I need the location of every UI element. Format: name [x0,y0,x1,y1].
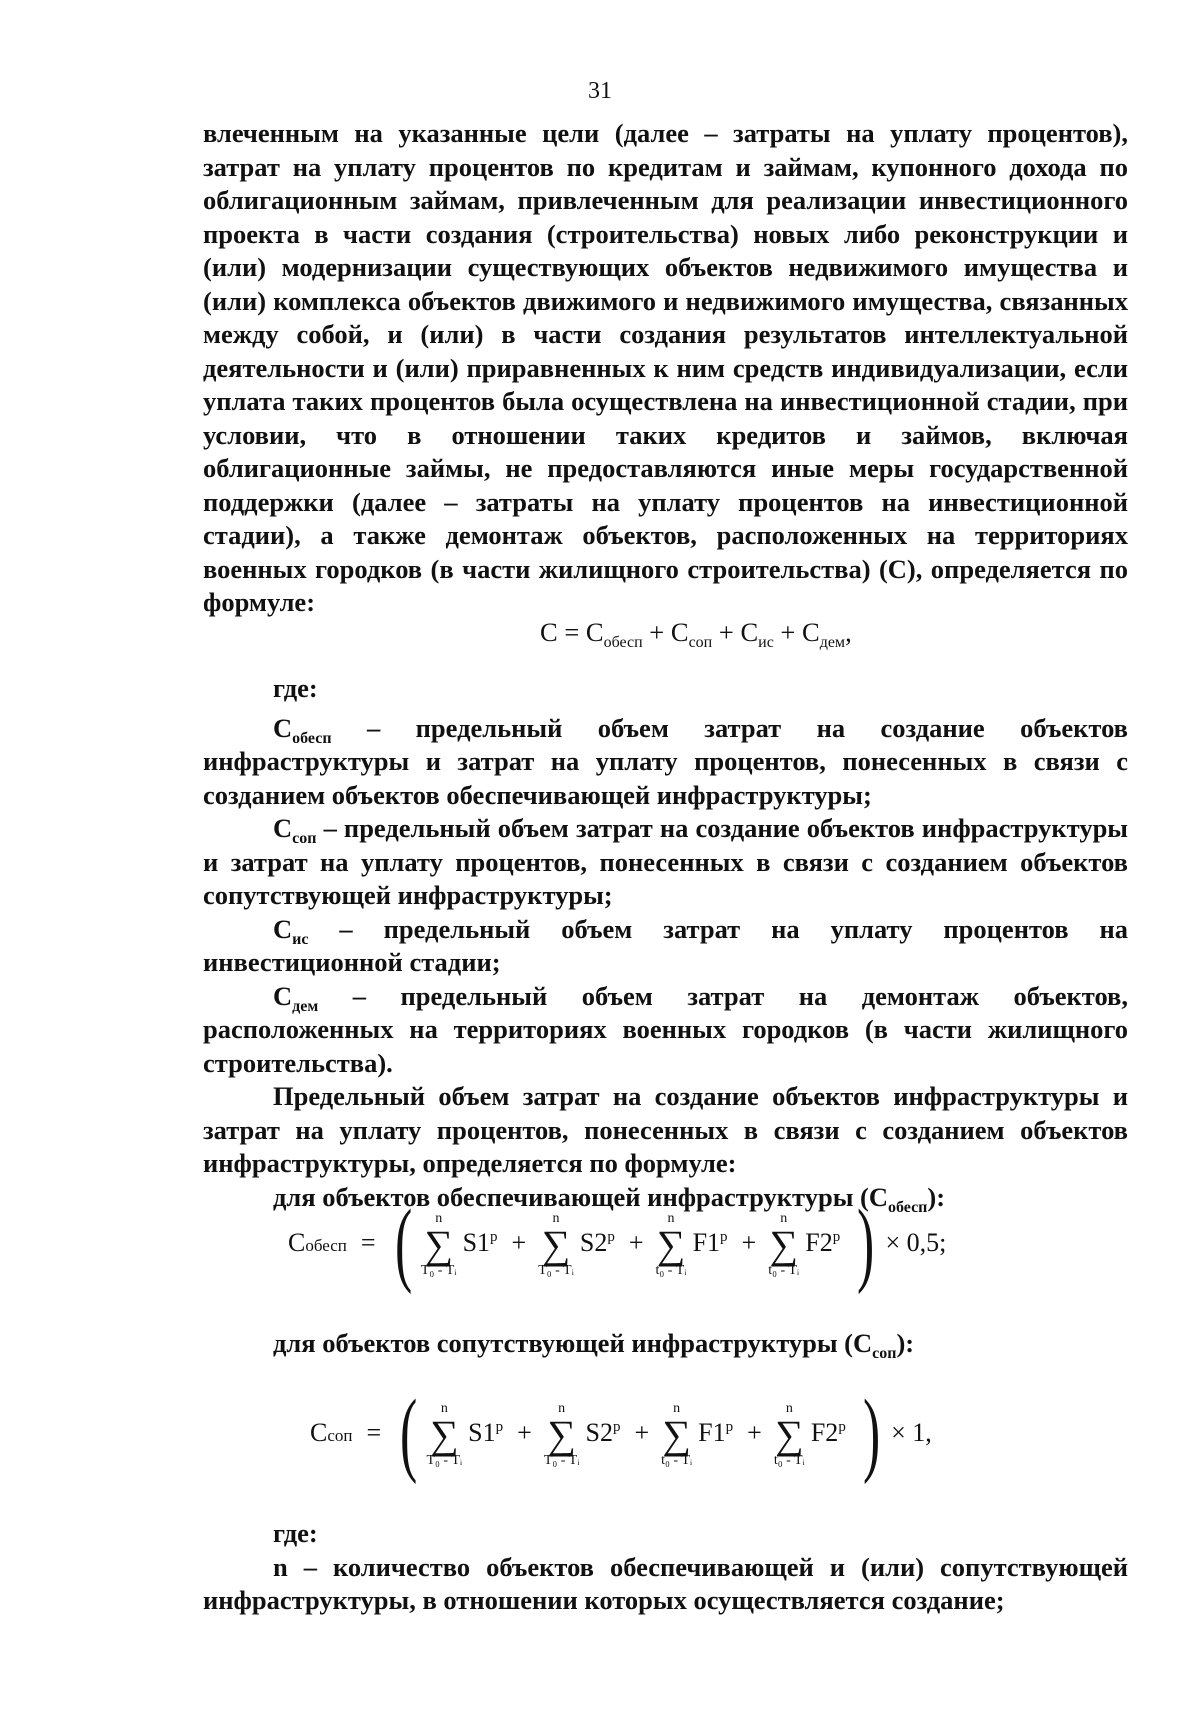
sum-upper: n [780,1211,788,1226]
term-name: F1 [698,1418,726,1447]
term-f1 [693,1228,728,1258]
term-sup: р [720,1229,728,1245]
where-label-2: где: [273,1518,318,1548]
intro-paragraph [203,117,1128,620]
sum-upper: n [440,1401,448,1416]
sum-lower: T₀ - Tᵢ [420,1263,457,1278]
sigma-symbol: ∑ [541,1222,571,1267]
sum-lower: T₀ - Tᵢ [426,1453,463,1468]
definition-symbol: С [273,913,293,944]
term-name: F2 [805,1228,833,1257]
intro-text: влеченным на указанные цели (далее – затраты на уплату процентов), затрат на уплату процентов по кредитам и займам, купонного дохода по облигационным займам, привлеченным для реализации инвестиционного проекта в части создания (строительства) новых либо реконструкции и (или) модернизации существующих объектов недвижимого имущества и (или) комплекса объектов движимого и недвижимого имущества, связанных между собой, и (или) в части создания результатов интеллектуальной деятельности и (или) приравненных к ним средств индивидуализации, если уплата таких процентов была осуществлена на инвестиционной стадии, при условии, что в отношении таких кредитов и займов, включая облигационные займы, не предоставляются иные меры государственной поддержки (далее – затраты на уплату процентов на инвестиционной стадии), а также демонтаж объектов, расположенных на территориях военных городков (в части жилищного строительства) (С), определяется по формуле: [203,118,1128,617]
label-text: для объектов сопутствующей инфраструктуры ( [273,1328,853,1358]
term-s1 [463,1228,498,1258]
op-plus: + [628,1228,644,1257]
sum-upper: n [435,1211,443,1226]
op-plus: + [511,1228,527,1257]
definition-sop [203,812,1128,913]
label-close: ): [896,1328,915,1358]
term-name: F1 [692,1228,721,1257]
formula-subscript: обесп [603,634,643,651]
label-text: для объектов обеспечивающей инфраструктуры ( [273,1181,869,1212]
where-label: где: [273,673,318,703]
right-paren: ) [857,1191,875,1295]
sum-lower: t₀ - Tᵢ [773,1453,805,1468]
sum-upper: n [558,1401,566,1416]
sum-upper: n [673,1401,681,1416]
label-subscript: обесп [887,1198,928,1216]
label-close: ): [927,1181,946,1212]
main-formula [540,617,852,651]
sigma-symbol: ∑ [547,1412,576,1457]
formula-lhs: С обесп [288,1228,347,1257]
definition-text: – предельный объем затрат на уплату процентов на инвестиционной стадии; [203,913,1128,977]
label-subscript: соп [872,1345,897,1362]
formula-term: С [670,617,689,647]
definition-text: – предельный объем затрат на создание объектов инфраструктуры и затрат на уплату процентов, понесенных в связи с созданием объектов сопутствующей инфраструктуры; [203,813,1128,910]
label-symbol: С [853,1328,873,1358]
lhs-symbol: С [310,1418,328,1447]
sum-upper: n [552,1211,560,1226]
definition-text: – предельный объем затрат на демонтаж объектов, расположенных на территориях военных городков (в части жилищного строительства). [203,980,1128,1078]
formula-subscript: дем [819,634,846,651]
term-sup: р [838,1419,846,1435]
sum-lower: T₀ - Tᵢ [543,1453,580,1468]
formula-obesp [288,1193,956,1293]
term-sup: р [832,1229,841,1245]
sum-lower: t₀ - Tᵢ [768,1263,800,1278]
definition-text: – предельный объем затрат на создание объектов инфраструктуры и затрат на уплату процентов, понесенных в связи с созданием объектов обеспечивающей инфраструктуры; [203,712,1128,810]
sum-3 [661,1402,692,1468]
term-f2 [805,1228,840,1258]
formula-term: С [585,617,604,647]
op-plus: + [634,1418,650,1447]
definition-symbol: С [273,712,293,743]
term-sup: р [612,1419,621,1435]
formula-plus: + [649,617,665,647]
sum-1 [426,1402,462,1468]
definition-is [203,913,1128,980]
sigma-symbol: ∑ [769,1222,798,1267]
sum-lower: T₀ - Tᵢ [538,1263,574,1278]
formula-sop [310,1383,942,1483]
term-name: S2 [585,1418,613,1447]
term-sup: р [725,1419,734,1435]
formula-plus: + [780,617,796,647]
sum-3 [656,1212,687,1278]
term-s1 [468,1418,503,1448]
right-paren: ) [862,1381,881,1485]
limit-paragraph: Предельный объем затрат на создание объектов инфраструктуры и затрат на уплату процентов, понесенных в связи с созданием объектов инфраструктуры, определяется по формуле: [203,1081,1128,1178]
definition-symbol: С [273,980,293,1011]
definition-dem [203,980,1128,1081]
sigma-symbol: ∑ [775,1412,804,1457]
definition-subscript: дем [292,997,319,1015]
term-name: S2 [579,1228,608,1257]
term-sup: р [607,1229,615,1245]
term-sup: р [495,1419,504,1435]
left-paren: ( [400,1381,418,1485]
definition-symbol: С [273,813,293,843]
label-sop-block [203,1327,1128,1361]
sigma-symbol: ∑ [656,1222,686,1267]
sum-upper: n [667,1211,675,1226]
op-plus: + [747,1418,762,1447]
sigma-symbol: ∑ [424,1222,453,1267]
label-symbol: С [868,1181,888,1212]
definition-subscript: ис [292,930,309,948]
formula-multiplier: × 0,5; [885,1228,947,1257]
op-plus: + [517,1418,532,1447]
definition-subscript: соп [292,830,317,847]
term-name: F2 [810,1418,839,1447]
formula-comma: , [845,617,852,647]
sum-4 [774,1402,805,1468]
formula-equals: = [366,1418,382,1447]
sigma-symbol: ∑ [430,1412,459,1457]
term-name: S1 [468,1418,496,1447]
formula-equals: = [360,1228,376,1257]
definition-subscript: обесп [292,729,332,747]
page-number: 31 [588,78,612,104]
formula-symbol: С [540,617,558,647]
definitions-block [203,672,1128,1214]
lhs-symbol: С [288,1228,306,1257]
formula-subscript: соп [688,634,713,651]
formula-lhs: С соп [310,1418,353,1447]
op-plus: + [741,1228,757,1257]
formula-equals: = [564,617,580,647]
term-sup: р [490,1229,498,1245]
term-name: S1 [462,1228,491,1257]
left-paren: ( [394,1191,412,1295]
sum-4 [768,1212,799,1278]
formula-plus: + [718,617,734,647]
definition-obesp [203,712,1128,813]
term-s2 [580,1228,615,1258]
label-sop [203,1327,1128,1361]
sigma-symbol: ∑ [662,1412,691,1457]
formula-term: С [802,617,820,647]
sum-1 [421,1212,457,1278]
sum-lower: t₀ - Tᵢ [655,1263,687,1278]
sum-2 [538,1212,574,1278]
sum-2 [544,1402,580,1468]
term-s2 [586,1418,621,1448]
formula-multiplier: × 1, [891,1418,932,1447]
sum-lower: t₀ - Tᵢ [661,1453,693,1468]
closing-block [203,1517,1128,1618]
formula-subscript: ис [758,634,774,651]
sum-upper: n [785,1401,793,1416]
term-f2 [811,1418,846,1448]
formula-term: С [740,617,759,647]
term-f1 [698,1418,733,1448]
definition-n: n – количество объектов обеспечивающей и (или) сопутствующей инфраструктуры, в отношении которых осуществляется создание; [203,1551,1128,1615]
